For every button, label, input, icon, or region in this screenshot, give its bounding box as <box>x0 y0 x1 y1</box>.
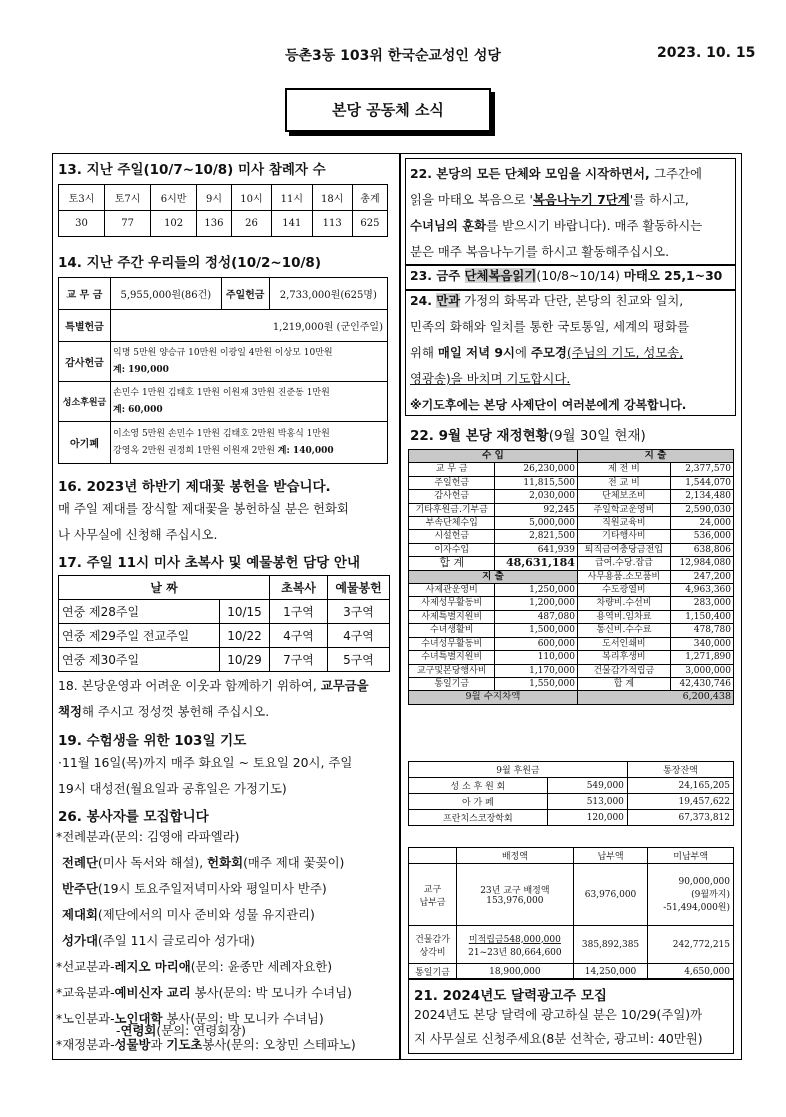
fund-balance: 19,457,622 <box>627 794 733 810</box>
s21-line1: 2024년도 본당 달력에 광고하실 분은 10/29(주일)까 <box>414 1007 703 1022</box>
expense-label: 수녀성무활동비 <box>409 637 495 650</box>
table-row <box>409 503 734 516</box>
attendance-col: 토7시 <box>105 185 151 211</box>
expense-value: 24,000 <box>670 517 733 530</box>
expense-value: 2,134,480 <box>670 490 733 503</box>
agape-donors-1: 이소영 5만원 손민수 1만원 김태호 2만원 박홍식 1만원 <box>113 428 330 439</box>
expense-label: 건물감가적립금 <box>577 664 670 677</box>
label-agape: 아기폐 <box>59 422 111 464</box>
expense-label: 사제성무활동비 <box>409 597 495 610</box>
expense-value: 1,271,890 <box>670 651 733 664</box>
value-juil: 2,733,000원(625명) <box>269 278 387 310</box>
cell: 3구역 <box>328 600 390 624</box>
income-label: 이자수입 <box>409 543 495 556</box>
attendance-value: 625 <box>352 211 387 237</box>
s26-l5: 성가대(주일 11시 글로리아 성가대) <box>62 933 255 948</box>
expense-label: 수녀생활비 <box>409 624 495 637</box>
expense-value: 2,377,570 <box>670 463 733 476</box>
s26-l9: -연령회(문의: 연령회장) <box>116 1023 247 1038</box>
table-row <box>409 810 734 826</box>
expense-value: 2,590,030 <box>670 503 733 516</box>
thanks-donors: 익명 5만원 양승규 10만원 이광일 4만원 이상모 10만원 <box>113 347 333 358</box>
expense-label: 제 전 비 <box>577 463 670 476</box>
income-total-label: 합 계 <box>409 557 495 570</box>
expense-value: 110,000 <box>495 651 577 664</box>
income-label: 부속단체수입 <box>409 517 495 530</box>
label-special: 특별헌금 <box>59 310 111 342</box>
table-row <box>409 530 734 543</box>
table-row <box>409 476 734 489</box>
s21-line2: 지 사무실로 신청주세요(8분 선착순, 광고비: 40만원) <box>414 1031 703 1046</box>
table-row <box>59 600 390 624</box>
fund-name: 성 소 후 원 회 <box>409 778 548 794</box>
bulletin-date: 2023. 10. 15 <box>657 45 756 61</box>
income-total: 48,631,184 <box>495 557 577 570</box>
attendance-col: 10시 <box>231 185 271 211</box>
col-server: 초복사 <box>270 576 328 600</box>
expense-label: 급여.수당.잡급 <box>577 557 670 570</box>
fund-name: 프란치스코장학회 <box>409 810 548 826</box>
attendance-col: 총계 <box>352 185 387 211</box>
table-row <box>409 624 734 637</box>
expense-label: 통일기금 <box>409 677 495 690</box>
income-value: 641,939 <box>495 543 577 556</box>
expense-value: 638,806 <box>670 543 733 556</box>
attendance-value: 26 <box>231 211 271 237</box>
s26-l8: *노인분과-노인대학 봉사(문의: 박 모니카 수녀님) <box>56 1011 324 1026</box>
vocation-donors: 손민수 1만원 김태호 1만원 이원재 3만원 진준동 1만원 <box>113 387 330 398</box>
table-row <box>409 610 734 623</box>
expense-value: 1,544,070 <box>670 476 733 489</box>
support-header: 9월 후원금 <box>409 762 628 778</box>
balance-header: 통장잔액 <box>627 762 733 778</box>
income-value: 26,230,000 <box>495 463 577 476</box>
cell: 10/15 <box>220 600 270 624</box>
support-table <box>408 761 734 826</box>
table-row <box>409 691 734 704</box>
column-divider <box>399 153 401 1060</box>
row-diocese: 교구 납부금 <box>409 864 457 926</box>
label-thanks: 감사헌금 <box>59 342 111 382</box>
table-row <box>409 637 734 650</box>
expense-value: 247,200 <box>670 570 733 583</box>
col-date: 날 짜 <box>59 576 270 600</box>
expense-value: 1,200,000 <box>495 597 577 610</box>
cell: 5구역 <box>328 648 390 672</box>
value-special: 1,219,000원 (군인주일) <box>111 310 388 342</box>
expense-label: 교구및본당행사비 <box>409 664 495 677</box>
diff-value: 6,200,438 <box>577 691 733 704</box>
s26-liturgy: *전례분과(문의: 김영애 라파엘라) <box>56 829 240 844</box>
s22b-title: 22. 9월 본당 재정현황(9월 30일 현재) <box>410 428 646 444</box>
s24-line2: 민족의 화해와 일치를 통한 국토통일, 세계의 평화를 <box>410 319 689 334</box>
expense-label: 수녀특별지원비 <box>409 651 495 664</box>
s24-line1: 24. 만과 가정의 화목과 단란, 본당의 친교와 일치, <box>410 293 684 308</box>
s19-title: 19. 수험생을 위한 103일 기도 <box>58 733 247 749</box>
expense-label: 퇴직금여충당금전입 <box>577 543 670 556</box>
income-value: 92,245 <box>495 503 577 516</box>
s18-line1: 18. 본당운영과 어려운 이웃과 함께하기 위하여, 교무금을 <box>58 678 369 693</box>
row-unification: 통일기금 <box>409 964 457 980</box>
table-row <box>409 490 734 503</box>
expense-total-label: 합 계 <box>577 677 670 690</box>
attendance-value: 113 <box>312 211 352 237</box>
s22-line2: 읽을 마태오 복음으로 '복음나누기 7단계'를 하시고, <box>410 192 689 207</box>
cell: 연중 제30주일 <box>59 648 220 672</box>
income-label: 시설헌금 <box>409 530 495 543</box>
attendance-col: 11시 <box>272 185 312 211</box>
attendance-value: 141 <box>272 211 312 237</box>
s13-title: 13. 지난 주일(10/7~10/8) 미사 참례자 수 <box>58 162 326 178</box>
value-gyomugeum: 5,955,000원(86건) <box>111 278 222 310</box>
table-row <box>409 597 734 610</box>
expense-label: 용역비.임차료 <box>577 610 670 623</box>
table-row <box>409 543 734 556</box>
s16-title: 16. 2023년 하반기 제대꽃 봉헌을 받습니다. <box>58 479 331 495</box>
s19-line1: ·11월 16일(목)까지 매주 화요일 ~ 토요일 20시, 주일 <box>58 755 353 770</box>
expense-value: 340,000 <box>670 637 733 650</box>
expense-value: 487,080 <box>495 610 577 623</box>
expense-value: 1,250,000 <box>495 584 577 597</box>
row-depreciation: 건물감가 상각비 <box>409 926 457 964</box>
income-value: 5,000,000 <box>495 517 577 530</box>
expense-value: 1,170,000 <box>495 664 577 677</box>
expense-header: 지 출 <box>577 450 733 463</box>
expense-header-2: 지 출 <box>409 570 578 583</box>
income-header: 수 입 <box>409 450 578 463</box>
expense-value: 1,500,000 <box>495 624 577 637</box>
table-row <box>409 677 734 690</box>
expense-label: 통신비.수수료 <box>577 624 670 637</box>
expense-total: 42,430,746 <box>670 677 733 690</box>
expense-label: 단체보조비 <box>577 490 670 503</box>
expense-label: 직원교육비 <box>577 517 670 530</box>
s16-line1: 매 주일 제대를 장식할 제대꽃을 봉헌하실 분은 헌화회 <box>58 501 349 516</box>
vocation-total: 계: 60,000 <box>113 404 163 415</box>
expense-label: 사제특별지원비 <box>409 610 495 623</box>
agape-donors-2: 강영옥 2만원 권정희 1만원 이원재 2만원 <box>113 445 275 456</box>
col-offering: 예물봉헌 <box>328 576 390 600</box>
expense-value: 12,984,080 <box>670 557 733 570</box>
table-row <box>409 570 734 583</box>
fund-amount: 120,000 <box>547 810 627 826</box>
attendance-value: 102 <box>151 211 197 237</box>
attendance-col: 토3시 <box>59 185 105 211</box>
cell: 연중 제28주일 <box>59 600 220 624</box>
attendance-col: 18시 <box>312 185 352 211</box>
s26-l6: *선교분과-레지오 마리애(문의: 윤종만 세례자요한) <box>56 959 333 974</box>
s19-line2: 19시 대성전(월요일과 공휴일은 가정기도) <box>58 781 287 796</box>
s24-line4: 영광송)을 바치며 기도합시다. <box>410 371 571 386</box>
s23-line: 23. 금주 단체복음읽기(10/8~10/14) 마태오 25,1~30 <box>410 268 723 283</box>
attendance-table <box>58 184 388 237</box>
offering-table <box>58 277 388 464</box>
attendance-value: 30 <box>59 211 105 237</box>
s14-title: 14. 지난 주간 우리들의 정성(10/2~10/8) <box>58 255 321 271</box>
expense-value: 283,000 <box>670 597 733 610</box>
table-row <box>59 624 390 648</box>
expense-label: 사무용품.소모품비 <box>577 570 670 583</box>
s26-l2: 전례단(미사 독서와 해설), 헌화회(매주 제대 꽃꽂이) <box>62 855 345 870</box>
table-row <box>59 648 390 672</box>
expense-label: 차량비.수선비 <box>577 597 670 610</box>
s26-l3: 반주단(19시 토요주일저녁미사와 평일미사 반주) <box>62 881 327 896</box>
expense-label: 수도광열비 <box>577 584 670 597</box>
label-gyomugeum: 교 무 금 <box>59 278 111 310</box>
income-value: 11,815,500 <box>495 476 577 489</box>
table-row <box>409 778 734 794</box>
expense-value: 4,963,360 <box>670 584 733 597</box>
fund-balance: 24,165,205 <box>627 778 733 794</box>
table-row <box>409 557 734 570</box>
s16-line2: 나 사무실에 신청해 주십시오. <box>58 527 218 542</box>
col-unpaid: 미납부액 <box>648 848 734 864</box>
income-label: 교 무 금 <box>409 463 495 476</box>
fund-amount: 549,000 <box>547 778 627 794</box>
expense-label: 복리후생비 <box>577 651 670 664</box>
income-label: 감사헌금 <box>409 490 495 503</box>
thanks-total: 계: 190,000 <box>113 364 169 375</box>
income-label: 기타후원금.기부금 <box>409 503 495 516</box>
table-row <box>409 664 734 677</box>
table-row <box>409 463 734 476</box>
expense-value: 1,550,000 <box>495 677 577 690</box>
fund-amount: 513,000 <box>547 794 627 810</box>
diocese-table: 배정액 납부액 미납부액 교구 납부금 23년 교구 배정액 153,976,000 63,976,000 90,000,000 (9월까지) -51,494,000원) 건물감가 상각비 미적립금548,000,000 21~23년 80,664,600 385,892,385 242,772,215 통일기금 18,900,000 14,250,000 4,650,000 <box>408 847 734 980</box>
expense-value: 3,000,000 <box>670 664 733 677</box>
cell: 4구역 <box>328 624 390 648</box>
table-row <box>409 517 734 530</box>
attendance-col: 6시반 <box>151 185 197 211</box>
s21-title: 21. 2024년도 달력광고주 모집 <box>414 988 607 1004</box>
s22-line3: 수녀님의 훈화를 받으시기 바랍니다). 매주 활동하시는 <box>410 218 703 233</box>
attendance-value: 77 <box>105 211 151 237</box>
label-juil: 주일헌금 <box>221 278 269 310</box>
fund-name: 아 가 페 <box>409 794 548 810</box>
s26-title: 26. 봉사자를 모집합니다 <box>58 809 209 825</box>
s24-line3: 위해 매일 저녁 9시에 주모경(주님의 기도, 성모송, <box>410 345 684 360</box>
expense-label: 주일학교운영비 <box>577 503 670 516</box>
s22-line1: 22. 본당의 모든 단체와 모임을 시작하면서, 그주간에 <box>410 166 702 181</box>
diff-label: 9월 수지차액 <box>409 691 578 704</box>
income-value: 2,030,000 <box>495 490 577 503</box>
fund-balance: 67,373,812 <box>627 810 733 826</box>
expense-value: 536,000 <box>670 530 733 543</box>
s26-l4: 제대회(제단에서의 미사 준비와 성물 유지관리) <box>62 907 315 922</box>
s26-l10: *재정분과-성물방과 기도초봉사(문의: 오창민 스테파노) <box>56 1037 356 1052</box>
expense-label: 사제관운영비 <box>409 584 495 597</box>
expense-value: 478,780 <box>670 624 733 637</box>
parish-name: 등촌3동 103위 한국순교성인 성당 <box>285 48 501 64</box>
finance-table <box>408 449 734 705</box>
s22-line4: 분은 매주 복음나누기를 하시고 활동해주십시오. <box>410 244 670 259</box>
cell: 연중 제29주일 전교주일 <box>59 624 220 648</box>
s17-title: 17. 주일 11시 미사 초복사 및 예물봉헌 담당 안내 <box>58 555 360 571</box>
expense-value: 1,150,400 <box>670 610 733 623</box>
table-row <box>409 651 734 664</box>
expense-label: 도서인쇄비 <box>577 637 670 650</box>
table-row <box>409 584 734 597</box>
col-paid: 납부액 <box>573 848 648 864</box>
income-value: 2,821,500 <box>495 530 577 543</box>
page-title: 본당 공동체 소식 <box>285 88 491 132</box>
expense-value: 600,000 <box>495 637 577 650</box>
attendance-value: 136 <box>197 211 232 237</box>
cell: 10/22 <box>220 624 270 648</box>
s24-line5: ※기도후에는 본당 사제단이 여러분에게 강복합니다. <box>410 398 687 412</box>
agape-total: 계: 140,000 <box>277 445 334 456</box>
expense-label: 기타행사비 <box>577 530 670 543</box>
cell: 10/29 <box>220 648 270 672</box>
cell: 4구역 <box>270 624 328 648</box>
s18-line2: 책정해 주시고 정성껏 봉헌해 주십시오. <box>58 704 270 719</box>
cell: 1구역 <box>270 600 328 624</box>
altar-server-table <box>58 575 390 672</box>
expense-label: 전 교 비 <box>577 476 670 489</box>
income-label: 주일헌금 <box>409 476 495 489</box>
cell: 7구역 <box>270 648 328 672</box>
attendance-col: 9시 <box>197 185 232 211</box>
s26-l7: *교육분과-예비신자 교리 봉사(문의: 박 모니카 수녀님) <box>56 985 352 1000</box>
label-vocation: 성소후원금 <box>59 382 111 422</box>
col-assigned: 배정액 <box>457 848 574 864</box>
table-row <box>409 794 734 810</box>
